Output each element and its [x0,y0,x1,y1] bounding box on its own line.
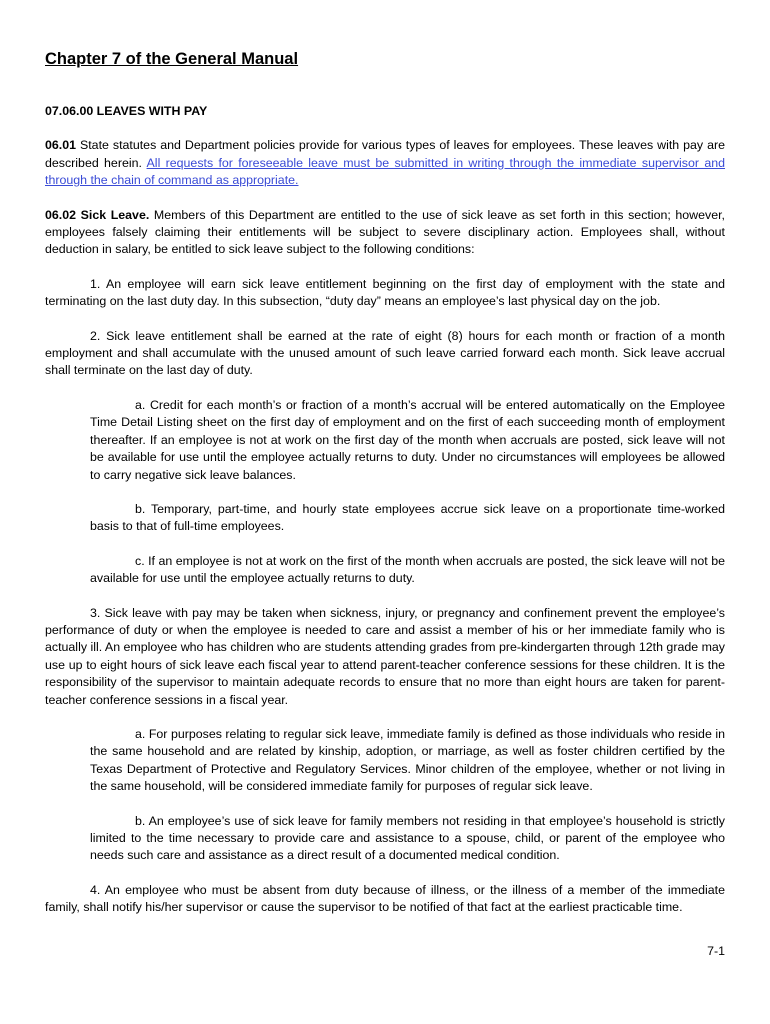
item-2a: a. Credit for each month’s or fraction of a month’s accrual will be entered automatically on the Employee Time Detail Listing sheet on the first day of employment and on the first of each succeeding month of employment thereafter. If an employee is not at work on the first day of the month when accruals are posted, sick leave will not be available for use until the employee actually returns to duty. Under no circumstances will employees be allowed to carry negative sick leave balances. [90,397,725,482]
sick-leave-heading: 06.02 Sick Leave. [45,207,150,222]
paragraph-text: State statutes and Department policies provide for various types of leaves for employees. These leaves with pay are described herein. [45,138,725,170]
paragraph-06-01 [45,137,725,189]
item-2c: c. If an employee is not at work on the first of the month when accruals are posted, the sick leave will not be available for use until the employee actually returns to duty. [90,553,725,586]
page-number: 7-1 [707,944,725,958]
leave-request-link[interactable]: All requests for foreseeable leave must be submitted in writing through the immediate supervisor and through the chain of command as appropriate. [45,155,726,188]
chapter-title: Chapter 7 of the General Manual [45,50,299,68]
item-3: 3. Sick leave with pay may be taken when sickness, injury, or pregnancy and confinement prevent the employee’s performance of duty or when the employee is needed to care and assist a member of his or her immediate family who is actually ill. An employee who has children who are students attending grades from pre-kindergarten through 12th grade may use up to eight hours of sick leave each fiscal year to attend parent-teacher conference sessions for these children. It is the responsibility of the supervisor to maintain adequate records to ensure that no more than eight hours are taken for parent-teacher conference sessions in a fiscal year. [45,605,725,707]
item-2b: b. Temporary, part-time, and hourly state employees accrue sick leave on a proportionate time-worked basis to that of full-time employees. [90,501,725,534]
item-3b: b. An employee’s use of sick leave for family members not residing in that employee’s household is strictly limited to the time necessary to provide care and assistance to a spouse, child, or parent of the employee who needs such care and assistance as a direct result of a documented medical condition. [90,813,725,863]
section-heading: 07.06.00 LEAVES WITH PAY [45,104,208,118]
paragraph-number: 06.01 [45,138,77,153]
document-page [45,48,725,934]
item-4: 4. An employee who must be absent from duty because of illness, or the illness of a member of the immediate family, shall notify his/her supervisor or cause the supervisor to be notified of that fact at the earliest practicable time. [45,882,725,915]
paragraph-text: Members of this Department are entitled to the use of sick leave as set forth in this section; however, employees falsely claiming their entitlements will be subject to severe disciplinary action. Employees shall, without deduction in salary, be entitled to sick leave subject to the following conditions: [45,207,725,257]
item-2: 2. Sick leave entitlement shall be earned at the rate of eight (8) hours for each month or fraction of a month employment and shall accumulate with the unused amount of such leave carried forward each month. Sick leave accrual shall terminate on the last day of duty. [45,328,725,378]
item-1: 1. An employee will earn sick leave entitlement beginning on the first day of employment with the state and terminating on the last duty day. In this subsection, “duty day” means an employee’s last physical day on the job. [45,276,725,309]
item-3a: a. For purposes relating to regular sick leave, immediate family is defined as those individuals who reside in the same household and are related by kinship, adoption, or marriage, as well as foster children certified by the Texas Department of Protective and Regulatory Services. Minor children of the employee, whether or not living in the same household, will be considered immediate family for purposes of regular sick leave. [90,726,725,794]
paragraph-06-02 [45,207,725,259]
